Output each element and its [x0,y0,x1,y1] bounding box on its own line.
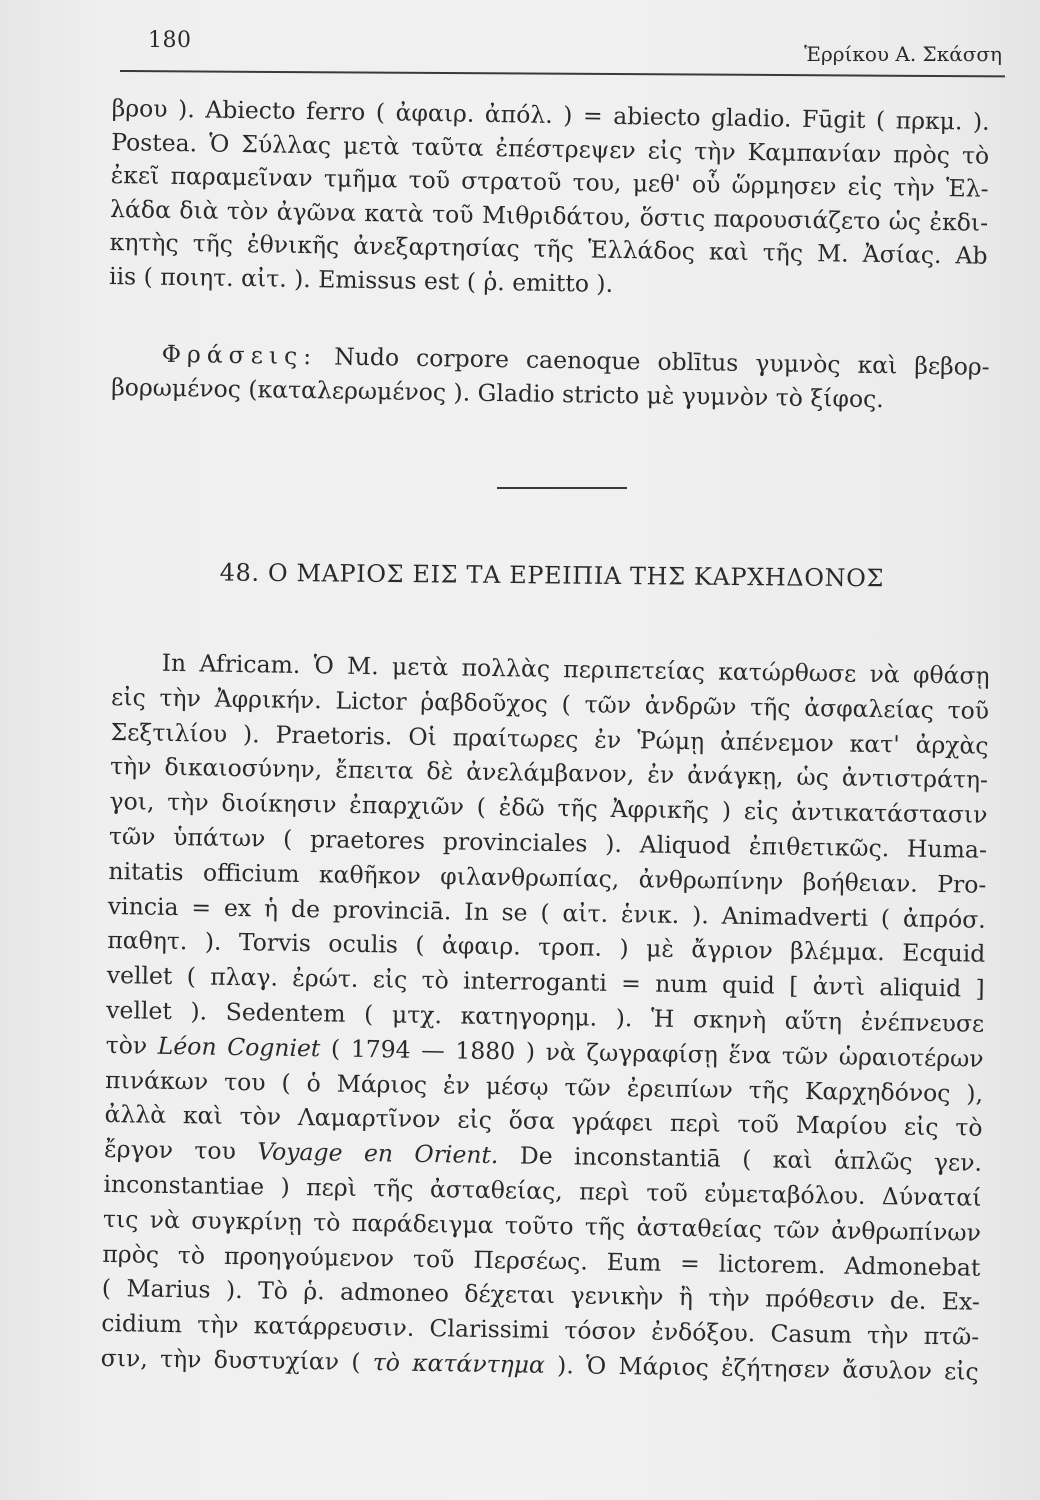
text-line: βορωμένος (καταλερωμένος ). Gladio stricto μὲ γυμνὸν τὸ ξίφος. [111,372,884,413]
text-line: In Africam. Ὁ Μ. μετὰ πολλὰς περιπετείας κατώρθωσε νὰ φθάσῃ [161,648,990,690]
text-segment: De inconstantiā ( καὶ ἁπλῶς γεν. [519,1141,983,1177]
text-segment: ). Ὁ Μάριος ἐζήτησεν ἄσυλον εἰς [556,1351,979,1386]
painter-name: Léon Cogniet [157,1031,321,1063]
phrases-paragraph [111,337,990,418]
phrases-text: Nudo corpore caenoque oblītus γυμνὸς καὶ βεβορ- [334,342,990,381]
text-line: Postea. Ὁ Σύλλας μετὰ ταῦτα ἐπέστρεψεν εἰς τὴν Καμπανίαν πρὸς τὸ [111,127,990,170]
text-line: τις νὰ συγκρίνῃ τὸ παράδειγμα τοῦτο τῆς ἀσταθείας τῶν ἀνθρωπίνων [102,1204,982,1247]
gloss-text: τὸ κατάντημα [372,1348,546,1379]
text-segment: τὸν [105,1030,148,1060]
section-divider [497,487,627,489]
running-head: Ἑρρίκου Α. Σκάσση [804,42,1002,66]
text-line: εἰς τὴν Ἀφρικήν. Lictor ῥαβδοῦχος ( τῶν ἀνδρῶν τῆς ἀσφαλείας τοῦ [110,682,990,725]
text-line: ( Marius ). Τὸ ῥ. admoneo δέχεται γενικὴν ἢ τὴν πρόθεσιν de. Ex- [101,1274,981,1317]
text-segment: σιν, τὴν δυστυχίαν ( [100,1343,361,1376]
work-title: Voyage en Orient. [257,1137,499,1170]
phrases-label: Φράσεις: [161,339,318,371]
text-line: inconstantiae ) περὶ τῆς ἀσταθείας, περὶ τοῦ εὐμεταβόλου. Δύναταί [103,1169,982,1212]
text-line: τῶν ὑπάτων ( praetores provinciales ). Aliquod ἐπιθετικῶς. Huma- [108,821,988,864]
text-line: ἐκεῖ παραμεῖναν τμῆμα τοῦ στρατοῦ του, μεθ' οὗ ὥρμησεν εἰς τὴν Ἑλ- [110,160,989,203]
text-line: ἀλλὰ καὶ τὸν Λαμαρτῖνον εἰς ὅσα γράφει περὶ τοῦ Μαρίου εἰς τὸ [104,1100,983,1143]
text-line: πρὸς τὸ προηγούμενον τοῦ Περσέως. Eum = lictorem. Admonebat [102,1239,981,1282]
text-line: iis ( ποιητ. αἰτ. ). Emissus est ( ῥ. emitto ). [108,261,614,298]
text-line: πινάκων του ( ὁ Μάριος ἐν μέσῳ τῶν ἐρειπίων τῆς Καρχηδόνος ), [104,1065,984,1108]
page-number: 180 [148,28,192,53]
text-segment: ἔργον του [103,1135,237,1166]
text-line: τὴν δικαιοσύνην, ἔπειτα δὲ ἀνελάμβανον, ἐν ἀνάγκῃ, ὡς ἀντιστράτη- [109,752,989,795]
text-line: βρου ). Abiecto ferro ( ἀφαιρ. ἀπόλ. ) = abiecto gladio. Fūgit ( πρκμ. ). [111,93,990,136]
text-line: vincia = ex ἡ de provinciā. In se ( αἰτ. ἑνικ. ). Animadverti ( ἀπρόσ. [107,891,987,934]
top-paragraph [109,92,990,307]
text-line: vellet ). Sedentem ( μτχ. κατηγορημ. ). Ἡ σκηνὴ αὕτη ἐνέπνευσε [106,995,985,1038]
text-line: λάδα διὰ τὸν ἀγῶνα κατὰ τοῦ Μιθριδάτου, ὅστις παρουσιάζετο ὡς ἐκδι- [109,194,989,237]
section-title: 48. Ο ΜΑΡΙΟΣ ΕΙΣ ΤΑ ΕΡΕΙΠΙΑ ΤΗΣ ΚΑΡΧΗΔΟΝΟΣ [219,558,885,593]
text-line: γοι, τὴν διοίκησιν ἐπαρχιῶν ( ἐδῶ τῆς Ἀφρικῆς ) εἰς ἀντικατάστασιν [109,787,988,829]
text-line: vellet ( πλαγ. ἐρώτ. εἰς τὸ interroganti = num quid [ ἀντὶ aliquid ] [106,961,985,1003]
text-segment: ( 1794 — 1880 ) νὰ ζωγραφίσῃ ἕνα τῶν ὡραιοτέρων [330,1034,984,1073]
text-line: κητὴς τῆς ἐθνικῆς ἀνεξαρτησίας τῆς Ἑλλάδος καὶ τῆς Μ. Ἀσίας. Ab [109,227,988,270]
section-body [101,645,990,1389]
text-line: παθητ. ). Torvis oculis ( ἀφαιρ. τροπ. ) μὲ ἄγριον βλέμμα. Ecquid [107,926,986,969]
text-line: nitatis officium καθῆκον φιλανθρωπίας, ἀνθρωπίνην βοήθειαν. Pro- [108,856,987,899]
text-line: cidium τὴν κατάρρευσιν. Clarissimi τόσον ἐνδόξου. Casum τὴν πτῶ- [101,1309,980,1351]
text-line: Σεξτιλίου ). Praetoris. Οἱ πραίτωρες ἐν Ῥώμῃ ἀπένεμον κατ' ἀρχὰς [110,717,989,760]
header-rule [120,70,1005,77]
